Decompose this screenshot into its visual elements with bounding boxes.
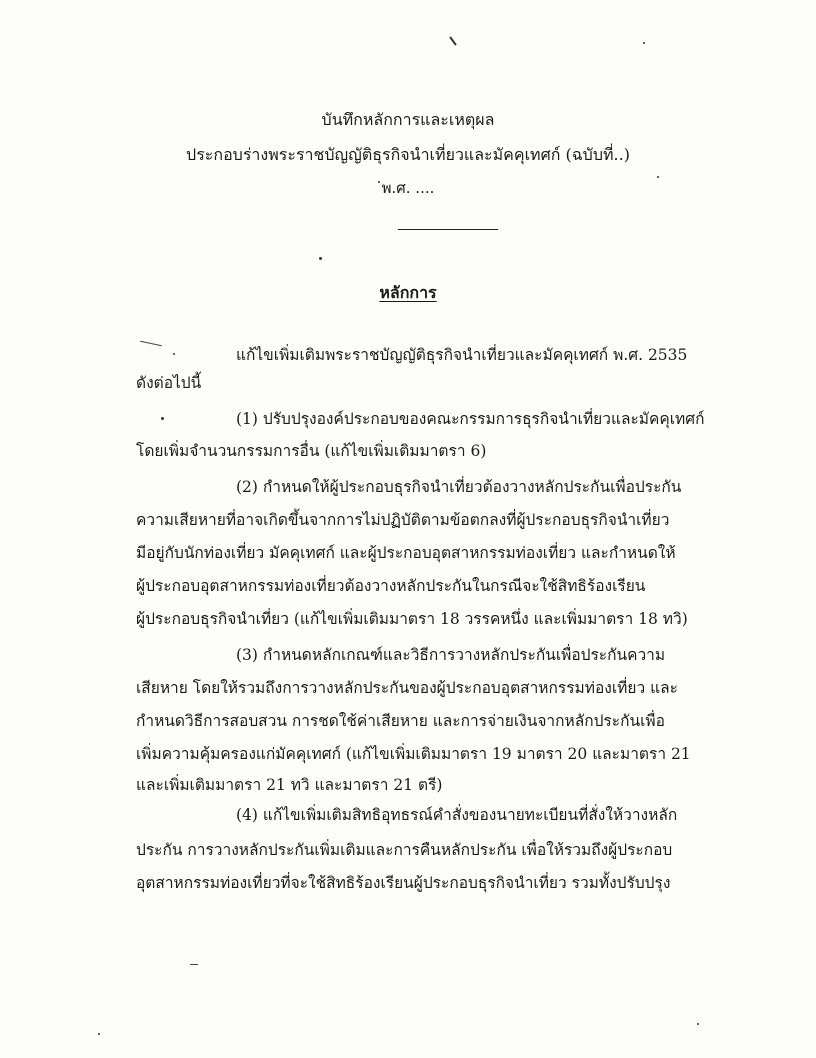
- body-line: โดยเพิ่มจำนวนกรรมการอื่น (แก้ไขเพิ่มเติมมาตรา 6): [136, 442, 487, 460]
- body-line: ผู้ประกอบอุตสาหกรรมท่องเที่ยวต้องวางหลักประกันในกรณีจะใช้สิทธิร้องเรียน: [136, 577, 646, 595]
- scan-speck: [161, 417, 164, 420]
- scan-speck: [173, 353, 175, 355]
- body-line: (3) กำหนดหลักเกณฑ์และวิธีการวางหลักประกันเพื่อประกันความ: [236, 646, 666, 664]
- scan-speck: [657, 176, 659, 178]
- scan-speck: [378, 181, 380, 183]
- body-line: แก้ไขเพิ่มเติมพระราชบัญญัติธุรกิจนำเที่ยวและมัคคุเทศก์ พ.ศ. 2535: [236, 346, 688, 364]
- scan-speck: [190, 964, 198, 965]
- scan-speck: [98, 1033, 100, 1035]
- body-line: (2) กำหนดให้ผู้ประกอบธุรกิจนำเที่ยวต้องวางหลักประกันเพื่อประกัน: [236, 478, 682, 496]
- body-line: ประกัน การวางหลักประกันเพิ่มเติมและการคืนหลักประกัน เพื่อให้รวมถึงผู้ประกอบ: [136, 841, 673, 859]
- header-divider: [398, 229, 498, 230]
- body-line: มีอยู่กับนักท่องเที่ยว มัคคุเทศก์ และผู้ประกอบอุตสาหกรรมท่องเที่ยว และกำหนดให้: [136, 544, 676, 562]
- scan-speck: [643, 42, 645, 44]
- section-heading: หลักการ: [379, 283, 437, 302]
- body-line: เสียหาย โดยให้รวมถึงการวางหลักประกันของผู้ประกอบอุตสาหกรรมท่องเที่ยว และ: [136, 679, 678, 697]
- scan-speck: [449, 36, 456, 45]
- body-line: เพิ่มความคุ้มครองแก่มัคคุเทศก์ (แก้ไขเพิ่มเติมมาตรา 19 มาตรา 20 และมาตรา 21: [136, 745, 691, 763]
- body-line: อุตสาหกรรมท่องเที่ยวที่จะใช้สิทธิร้องเรียนผู้ประกอบธุรกิจนำเที่ยว รวมทั้งปรับปรุง: [136, 874, 671, 892]
- scan-speck: [697, 1023, 699, 1025]
- document-subtitle: ประกอบร่างพระราชบัญญัติธุรกิจนำเที่ยวและมัคคุเทศก์ (ฉบับที่..): [186, 145, 630, 164]
- scan-speck: [319, 257, 322, 260]
- body-line: (1) ปรับปรุงองค์ประกอบของคณะกรรมการธุรกิจนำเที่ยวและมัคคุเทศก์: [236, 410, 705, 428]
- document-year: พ.ศ. ....: [381, 179, 435, 197]
- body-line: ผู้ประกอบธุรกิจนำเที่ยว (แก้ไขเพิ่มเติมมาตรา 18 วรรคหนึ่ง และเพิ่มมาตรา 18 ทวิ): [136, 610, 688, 628]
- body-line: กำหนดวิธีการสอบสวน การชดใช้ค่าเสียหาย และการจ่ายเงินจากหลักประกันเพื่อ: [136, 712, 665, 730]
- body-line: (4) แก้ไขเพิ่มเติมสิทธิอุทธรณ์คำสั่งของนายทะเบียนที่สั่งให้วางหลัก: [236, 806, 678, 824]
- body-line: ดังต่อไปนี้: [136, 374, 202, 392]
- document-title: บันทึกหลักการและเหตุผล: [321, 110, 495, 129]
- body-line: ความเสียหายที่อาจเกิดขึ้นจากการไม่ปฏิบัติตามข้อตกลงที่ผู้ประกอบธุรกิจนำเที่ยว: [136, 511, 670, 529]
- scan-speck: [140, 341, 162, 347]
- body-line: และเพิ่มเติมมาตรา 21 ทวิ และมาตรา 21 ตรี): [136, 776, 443, 794]
